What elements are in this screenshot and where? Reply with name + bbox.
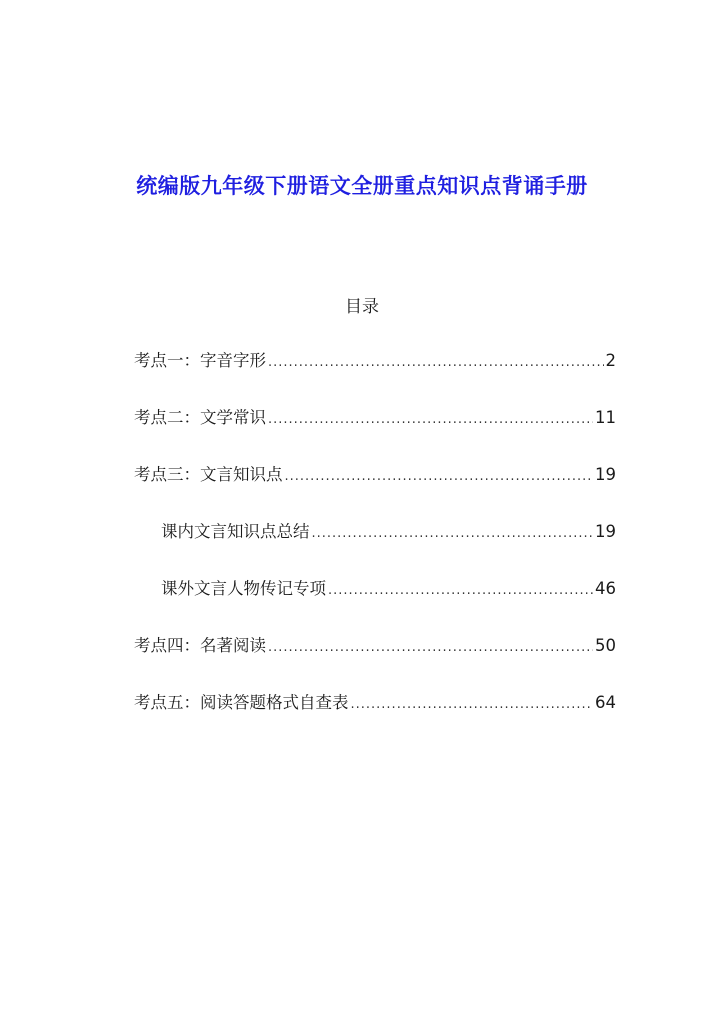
- toc-leader-dots: [285, 459, 594, 495]
- toc-entry-label: 考点二：文学常识: [134, 408, 266, 427]
- toc-entry-page: 2: [605, 351, 616, 370]
- toc-entry-page: 19: [595, 522, 616, 541]
- toc-entry-label: 课外文言人物传记专项: [161, 579, 326, 598]
- page-title: 统编版九年级下册语文全册重点知识点背诵手册: [136, 174, 588, 198]
- table-of-contents: [134, 343, 616, 742]
- toc-entry-page: 64: [595, 693, 616, 712]
- toc-leader-dots: [351, 687, 594, 723]
- toc-leader-dots: [312, 516, 594, 552]
- toc-entry-page: 46: [595, 579, 616, 598]
- toc-leader-dots: [268, 402, 593, 438]
- toc-subentry[interactable]: [134, 514, 616, 571]
- toc-subentry[interactable]: [134, 571, 616, 628]
- toc-entry[interactable]: [134, 343, 616, 400]
- toc-entry[interactable]: [134, 628, 616, 685]
- toc-leader-dots: [268, 630, 593, 666]
- toc-entry[interactable]: [134, 685, 616, 742]
- toc-entry[interactable]: [134, 457, 616, 514]
- toc-entry-page: 19: [595, 465, 616, 484]
- toc-heading: 目录: [345, 297, 379, 317]
- toc-entry-label: 课内文言知识点总结: [161, 522, 310, 541]
- toc-entry-label: 考点四：名著阅读: [134, 636, 266, 655]
- toc-entry-label: 考点五：阅读答题格式自查表: [134, 693, 349, 712]
- toc-leader-dots: [268, 345, 604, 381]
- toc-leader-dots: [328, 573, 593, 609]
- toc-entry-page: 11: [595, 408, 616, 427]
- toc-entry-page: 50: [595, 636, 616, 655]
- toc-entry[interactable]: [134, 400, 616, 457]
- toc-entry-label: 考点三：文言知识点: [134, 465, 283, 484]
- toc-entry-label: 考点一：字音字形: [134, 351, 266, 370]
